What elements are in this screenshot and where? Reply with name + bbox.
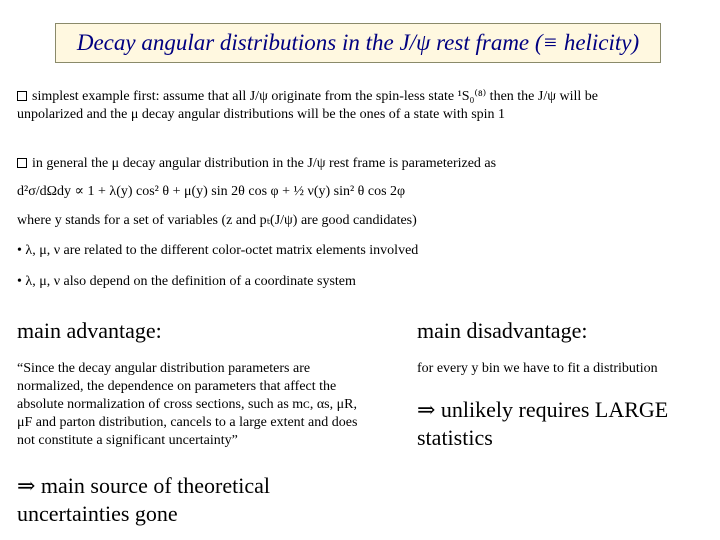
paragraph-simplest-example [17,88,657,124]
slide-title: Decay angular distributions in the J/ψ rest frame (≡ helicity) [76,30,640,55]
title-banner [55,23,661,63]
paragraph-general [17,155,657,173]
bullet-color-octet: • λ, μ, ν are related to the different color-octet matrix elements involved [17,243,419,258]
bullet-coordinate-system: • λ, μ, ν also depend on the definition of a coordinate system [17,274,356,289]
paragraph-text: in general the μ decay angular distribution in the J/ψ rest frame is parameterized as [32,156,497,171]
main-disadvantage-heading: main disadvantage: [417,318,588,343]
paragraph-text: simplest example first: assume that all J/ψ originate from the spin-less state ¹S₀⁽⁸⁾ then the J/ψ will be unpolarized and the μ decay angular distributions will be the ones of a state with spin 1 [17,89,598,122]
main-advantage-heading: main advantage: [17,318,162,343]
disadvantage-conclusion: ⇒ unlikely requires LARGE statistics [417,397,669,450]
checkbox-bullet-icon [17,158,27,168]
checkbox-bullet-icon [17,91,27,101]
advantage-conclusion: ⇒ main source of theoretical uncertainties gone [17,473,270,526]
where-line: where y stands for a set of variables (z and pₜ(J/ψ) are good candidates) [17,213,417,228]
advantage-quote: “Since the decay angular distribution parameters are normalized, the dependence on parameters that affect the absolute normalization of cross sections, such as mᴄ, αs, μR, μF and parton distribution, cancels to a large extent and does not constitute a significant uncertainty” [17,361,358,448]
angular-distribution-formula: d²σ/dΩdy ∝ 1 + λ(y) cos² θ + μ(y) sin 2θ cos φ + ½ ν(y) sin² θ cos 2φ [17,184,406,199]
disadvantage-note: for every y bin we have to fit a distribution [417,361,658,376]
